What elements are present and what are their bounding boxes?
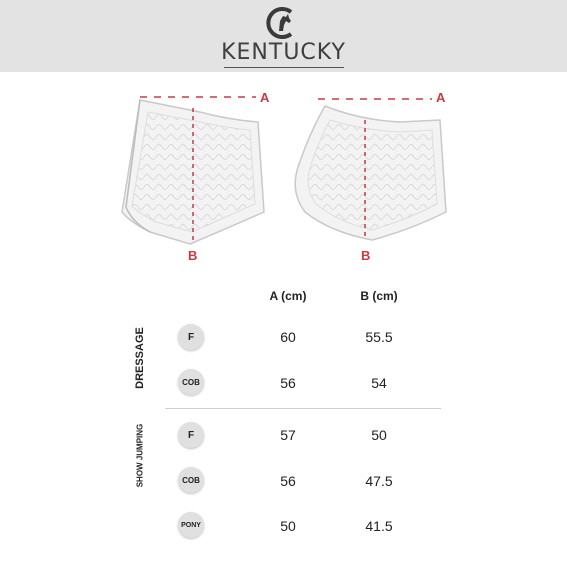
cell-a: 57 bbox=[280, 427, 296, 443]
cell-a: 56 bbox=[280, 473, 296, 489]
jumping-a-label: A bbox=[436, 90, 446, 105]
cell-b: 47.5 bbox=[365, 473, 393, 489]
cell-a: 60 bbox=[280, 329, 296, 345]
jumping-b-label: B bbox=[361, 248, 371, 263]
dressage-b-label: B bbox=[188, 248, 198, 263]
cell-b: 41.5 bbox=[365, 518, 393, 534]
cell-b: 50 bbox=[371, 427, 387, 443]
horse-c-logo-icon bbox=[264, 6, 298, 40]
cell-b: 55.5 bbox=[365, 329, 393, 345]
section-label-show-jumping: SHOW JUMPING bbox=[135, 423, 145, 488]
cell-a: 56 bbox=[280, 375, 296, 391]
jumping-pad-icon bbox=[295, 106, 446, 240]
cell-b: 54 bbox=[371, 375, 387, 391]
brand-header bbox=[0, 0, 567, 72]
section-divider bbox=[165, 408, 441, 409]
brand-underline bbox=[224, 67, 344, 68]
cell-a: 50 bbox=[280, 518, 296, 534]
dressage-a-label: A bbox=[260, 90, 270, 105]
column-header-a: A (cm) bbox=[269, 289, 307, 303]
size-badge: PONY bbox=[178, 512, 204, 538]
size-badge: COB bbox=[178, 467, 204, 493]
saddle-pad-diagram bbox=[0, 72, 567, 272]
column-header-b: B (cm) bbox=[360, 289, 398, 303]
size-badge: F bbox=[178, 324, 204, 350]
section-label-dressage: DRESSAGE bbox=[134, 327, 146, 389]
size-badge: COB bbox=[178, 369, 204, 395]
brand-name: KENTUCKY bbox=[221, 40, 346, 65]
size-badge: F bbox=[178, 422, 204, 448]
